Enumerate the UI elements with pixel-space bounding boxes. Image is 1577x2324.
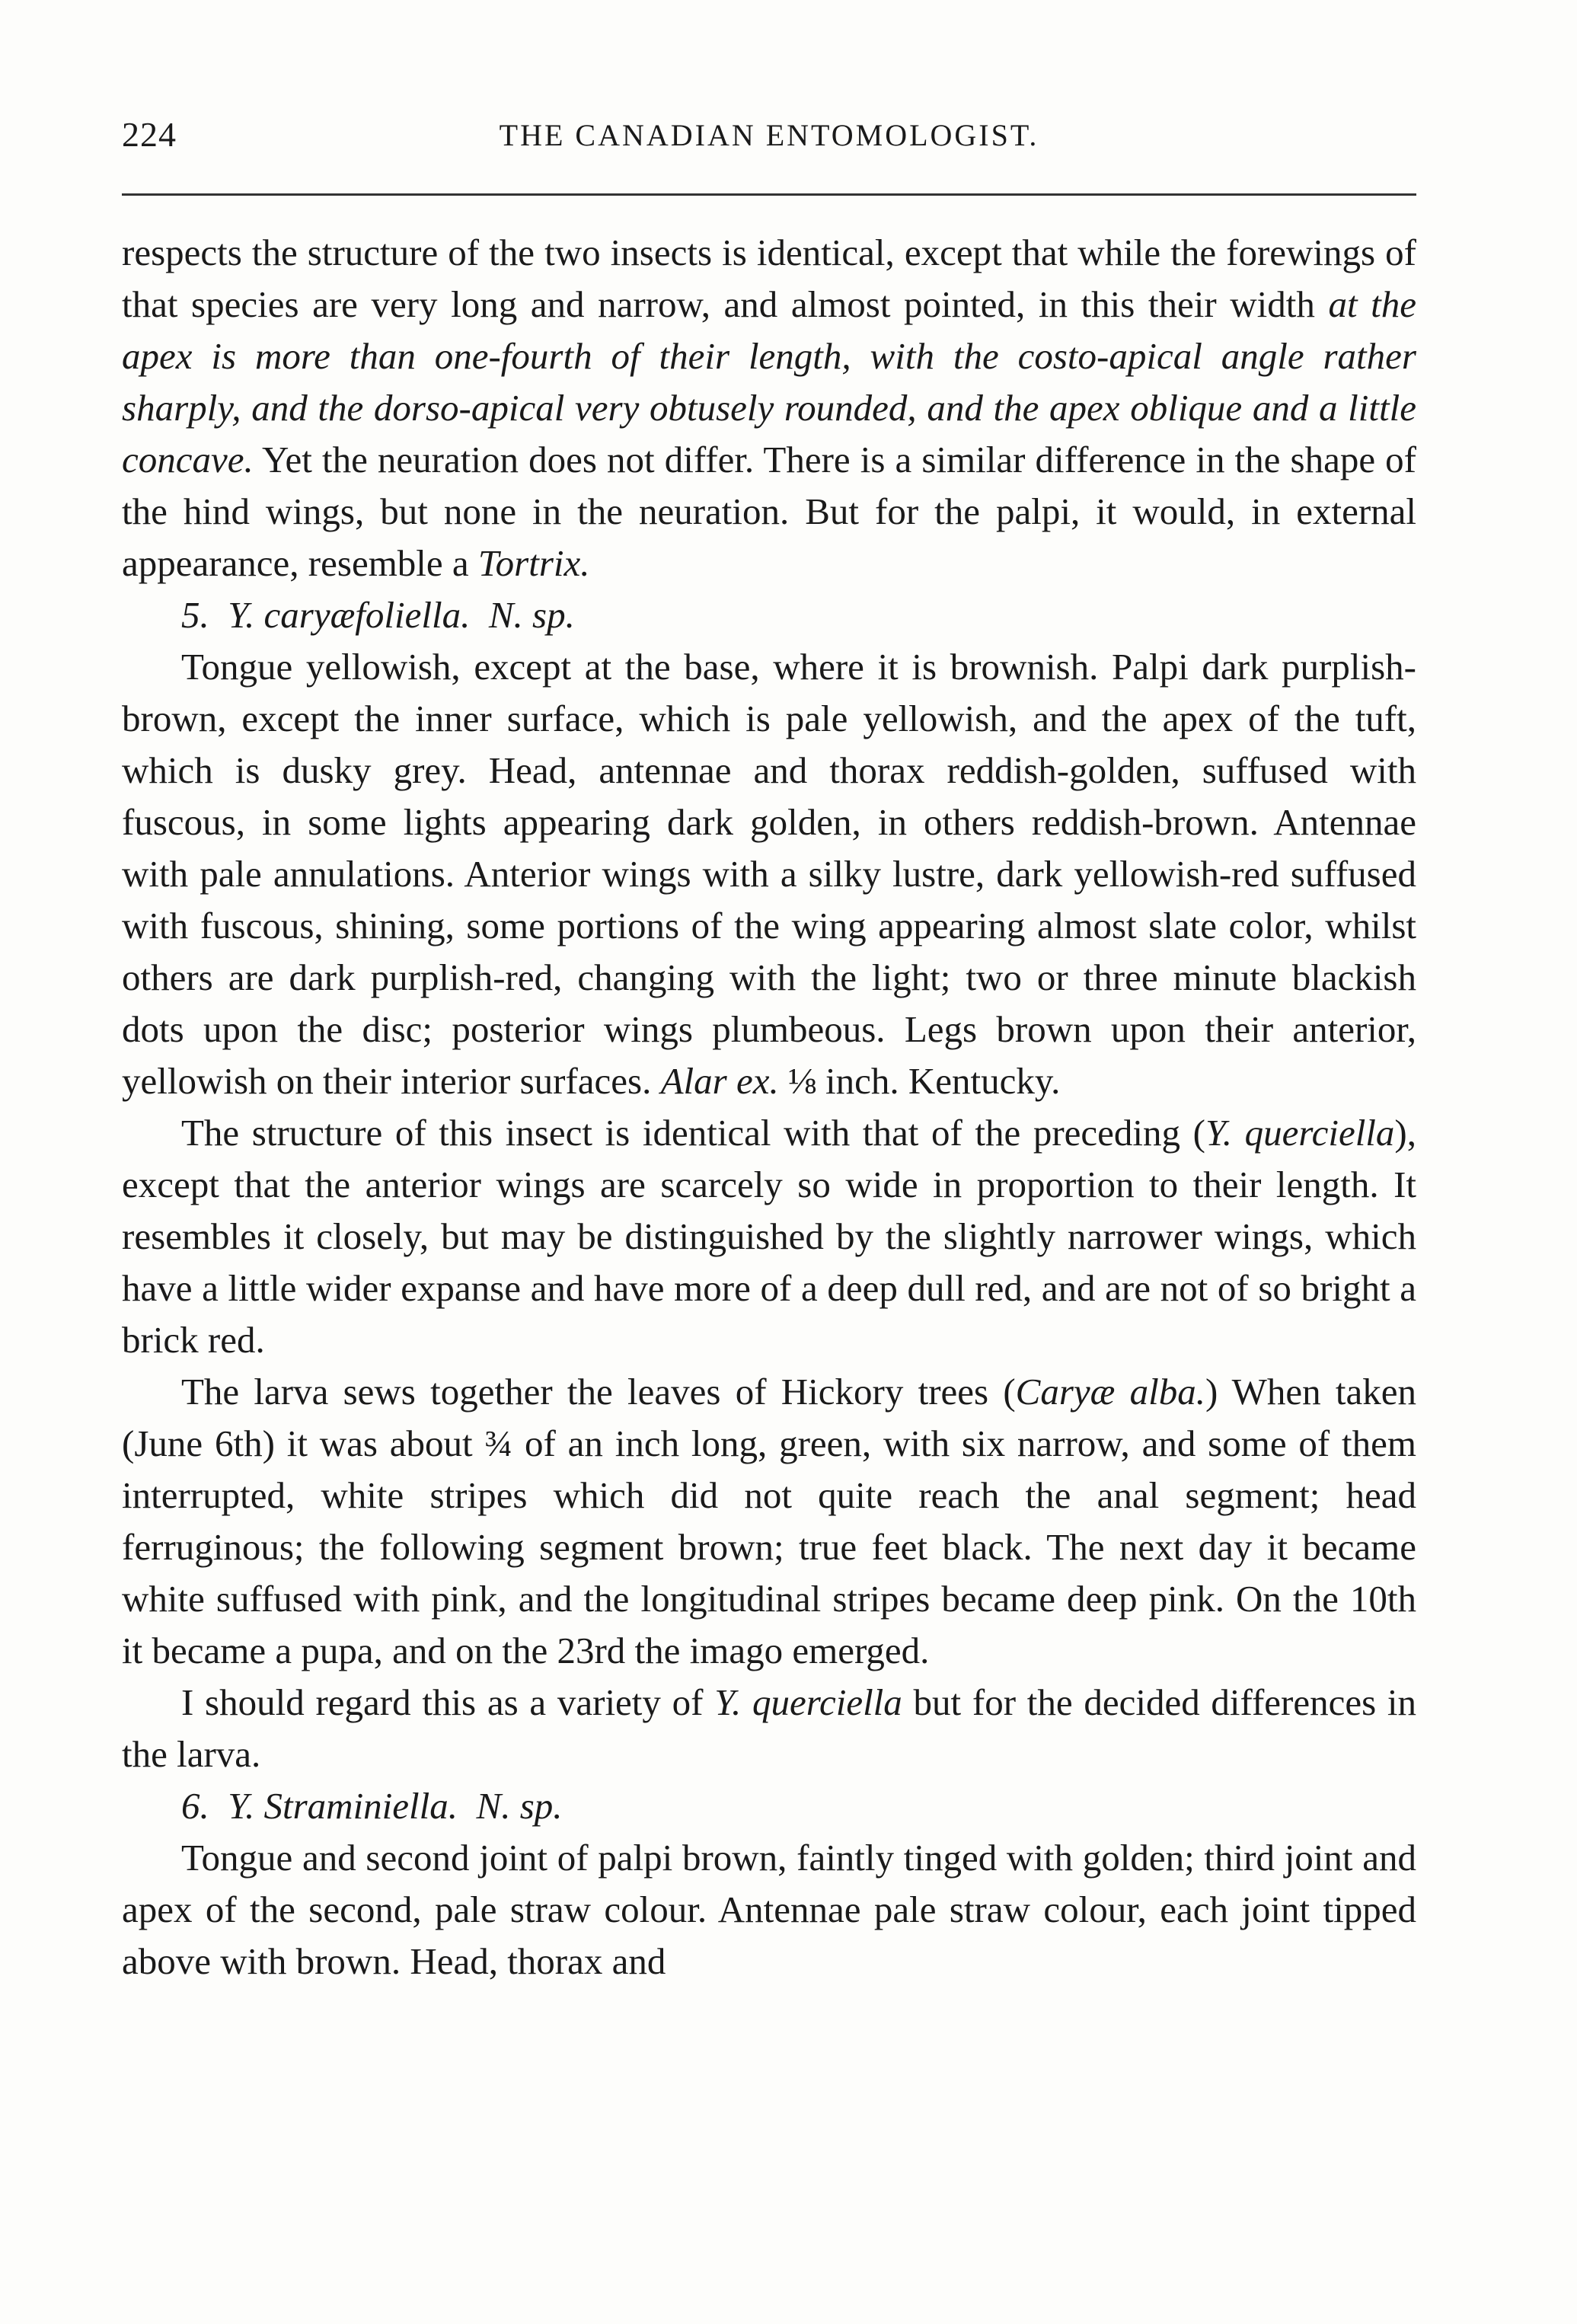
text-run: Tongue and second joint of palpi brown, faintly tinged with golden; third joint and apex of the second, pale straw colour. Antennae pale straw colour, each joint tipped above with brown. Head, thorax and	[122, 1837, 1416, 1982]
paragraph-1	[122, 227, 1416, 589]
text-run: ), except that the anterior wings are scarcely so wide in proportion to their length. It resembles it closely, but may be distinguished by the slightly narrower wings, which have a little wider expanse and have more of a deep dull red, and are not of so bright a brick red.	[122, 1112, 1416, 1361]
text-run: ) When taken (June 6th) it was about ¾ of an inch long, green, with six narrow, and some of them interrupted, white stripes which did not quite reach the anal segment; head ferruginous; the following segment brown; true feet black. The next day it became white suffused with pink, and the longitudinal stripes became deep pink. On the 10th it became a pupa, and on the 23rd the imago emerged.	[122, 1371, 1416, 1671]
italic-run: Tortrix.	[477, 542, 590, 584]
italic-run: Alar ex.	[660, 1060, 779, 1102]
text-run: ⅛ inch. Kentucky.	[778, 1060, 1061, 1102]
italic-run: Caryæ alba.	[1015, 1371, 1205, 1413]
text-run: but for the decided differences in the larva.	[122, 1681, 1417, 1775]
page-number: 224	[122, 115, 177, 154]
text-run: Yet the neuration does not differ. There is a similar difference in the shape of the hind wings, but none in the neuration. But for the palpi, it would, in external appearance, resemble a	[122, 439, 1416, 584]
species-designation: N. sp.	[488, 594, 575, 636]
species-number: 5.	[181, 594, 209, 636]
header-rule	[122, 193, 1416, 196]
page-header	[122, 114, 1416, 160]
text-run: I should regard this as a variety of	[181, 1681, 715, 1723]
paragraph-6	[122, 1832, 1416, 1987]
text-run: The larva sews together the leaves of Hickory trees (	[181, 1371, 1016, 1413]
species-designation: N. sp.	[476, 1785, 563, 1827]
paragraph-4	[122, 1366, 1416, 1677]
species-heading-5	[122, 589, 1416, 641]
body-text	[122, 227, 1416, 1987]
text-run: Tongue yellowish, except at the base, where it is brownish. Palpi dark purplish-brown, except the inner surface, which is pale yellowish, and the apex of the tuft, which is dusky grey. Head, antennae and thorax reddish-golden, suffused with fuscous, in some lights appearing dark golden, in others reddish-brown. Antennae with pale annulations. Anterior wings with a silky lustre, dark yellowish-red suffused with fuscous, shining, some portions of the wing appearing almost slate color, whilst others are dark purplish-red, changing with the light; two or three minute blackish dots upon the disc; posterior wings plumbeous. Legs brown upon their anterior, yellowish on their interior surfaces.	[122, 646, 1416, 1102]
paragraph-2	[122, 641, 1416, 1107]
paragraph-5	[122, 1677, 1416, 1780]
running-title: THE CANADIAN ENTOMOLOGIST.	[499, 118, 1039, 152]
text-run: respects the structure of the two insects is identical, except that while the forewings of that species are very long and narrow, and almost pointed, in this their width	[122, 231, 1416, 325]
italic-run: Y. querciella	[1205, 1112, 1395, 1154]
species-name: Y. caryæfoliella.	[228, 594, 471, 636]
species-name: Y. Straminiella.	[228, 1785, 458, 1827]
species-number: 6.	[181, 1785, 209, 1827]
italic-run: Y. querciella	[714, 1681, 902, 1723]
text-run: The structure of this insect is identical with that of the preceding (	[181, 1112, 1205, 1154]
species-heading-6	[122, 1780, 1416, 1832]
paragraph-3	[122, 1107, 1416, 1366]
italic-run: at the apex is more than one-fourth of their length, with the costo-apical angle rather sharply, and the dorso-apical very obtusely rounded, and the apex oblique and a little concave.	[122, 283, 1416, 480]
